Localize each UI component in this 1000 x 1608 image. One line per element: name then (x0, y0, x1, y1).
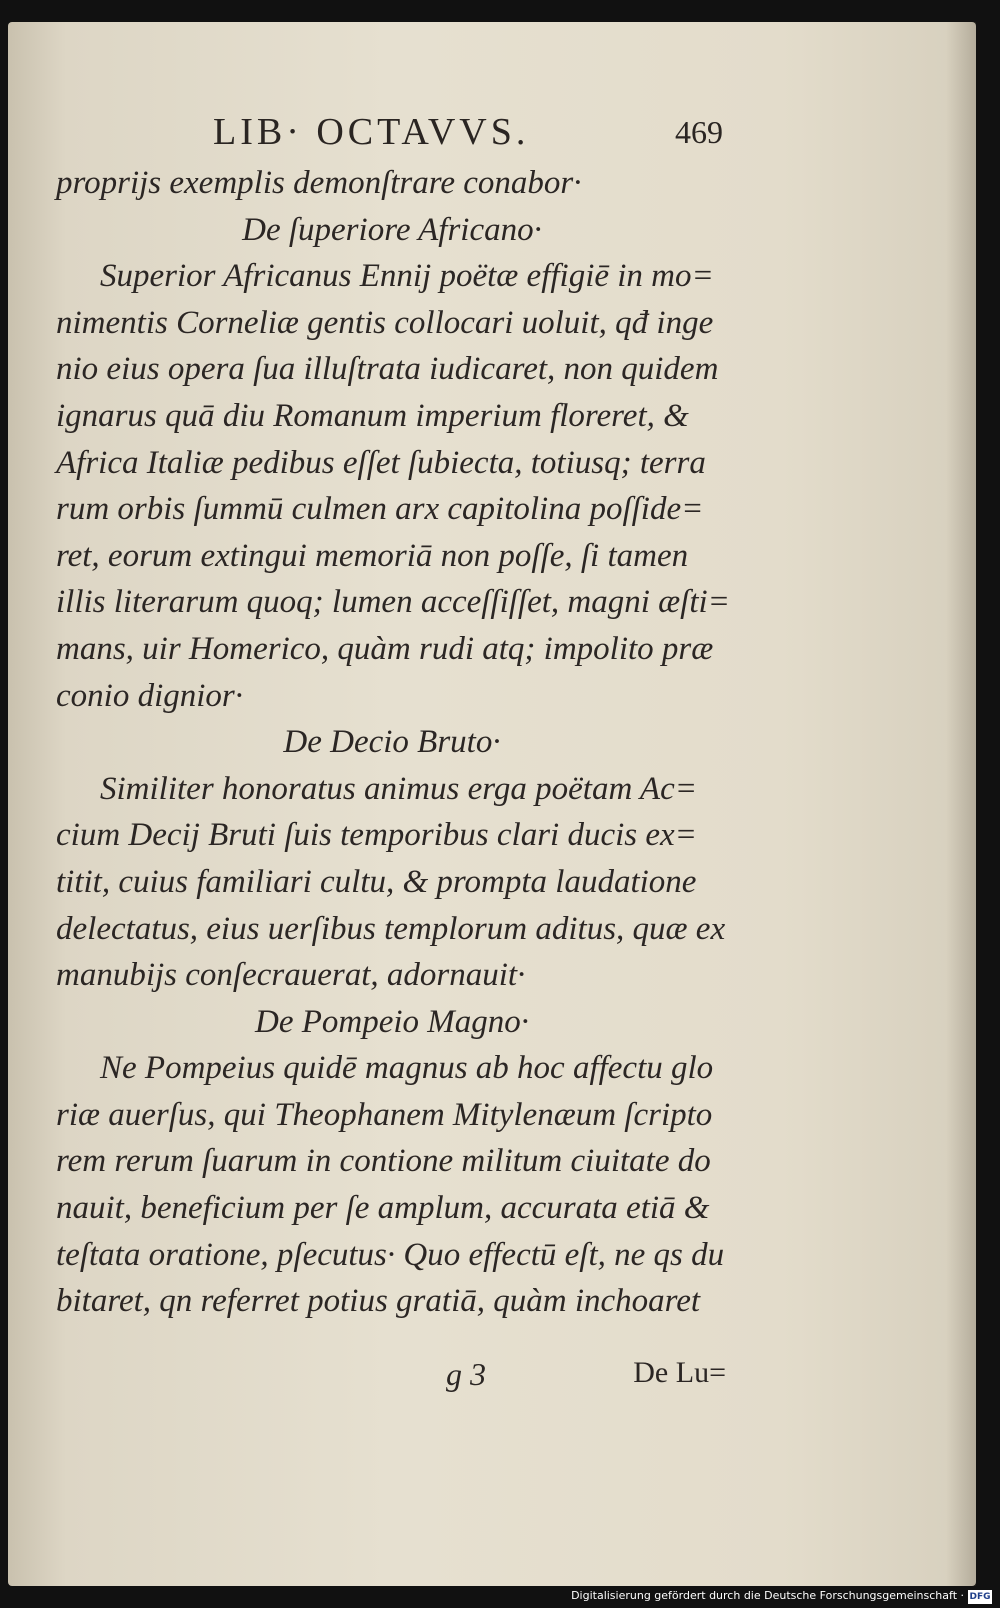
text-line: riæ auerſus, qui Theophanem Mitylenæum ſcripto (56, 1096, 713, 1133)
text-line: rem rerum ſuarum in contione militum ciuitate do (56, 1143, 711, 1180)
text-line: mans, uir Homerico, quàm rudi atq; impolito præ (56, 630, 714, 667)
text-line: delectatus, eius uerſibus templorum aditus, quæ ex (56, 910, 726, 947)
text-line: nimentis Corneliæ gentis collocari uoluit, qđ inge (56, 304, 714, 341)
section-heading: De ſuperiore Africano· (242, 211, 542, 248)
text-line: ignarus quā diu Romanum imperium floreret, & (56, 397, 689, 434)
page-header (213, 110, 723, 160)
text-line: illis literarum quoq; lumen acceſſiſſet, magni æſti= (56, 584, 730, 621)
signature-mark: g 3 (446, 1356, 486, 1392)
text-line: manubijs conſecrauerat, adornauit· (56, 957, 526, 994)
text-line: rum orbis ſummū culmen arx capitolina poſſide= (56, 491, 704, 528)
page-shadow (946, 22, 976, 1586)
text-line: nauit, beneficium per ſe amplum, accurata etiā & (56, 1190, 710, 1227)
digitization-credit: Digitalisierung gefördert durch die Deutsche Forschungsgemeinschaft · (571, 1589, 964, 1602)
text-line: proprijs exemplis demonſtrare conabor· (56, 165, 582, 201)
text-line: Similiter honoratus animus erga poëtam Ac= (100, 770, 697, 807)
text-line: cium Decij Bruti ſuis temporibus clari ducis ex= (56, 817, 697, 854)
text-line: Superior Africanus Ennij poëtæ effigiē in mo= (100, 258, 714, 295)
dfg-logo: DFG (969, 1592, 991, 1602)
text-line: ret, eorum extingui memoriā non poſſe, ſi tamen (56, 537, 689, 574)
body-text (56, 160, 728, 1325)
section-heading: De Pompeio Magno· (254, 1003, 530, 1040)
catchword: De Lu= (633, 1356, 726, 1389)
book-page (8, 22, 976, 1586)
text-line: teſtata oratione, pſecutus· Quo effectū eſt, ne qs du (56, 1236, 725, 1273)
text-line: Ne Pompeius quidē magnus ab hoc affectu glo (100, 1050, 714, 1087)
text-line: conio dignior· (56, 677, 243, 714)
running-head: LIB· OCTAVVS. (213, 111, 530, 153)
page-number: 469 (675, 114, 723, 150)
section-heading: De Decio Bruto· (283, 724, 501, 761)
text-line: Africa Italiæ pedibus eſſet ſubiecta, totiusq; terra (56, 444, 706, 481)
text-line: bitaret, qn referret potius gratiā, quàm inchoaret (56, 1283, 701, 1320)
text-line: nio eius opera ſua illuſtrata iudicaret, non quidem (56, 351, 719, 388)
page-footer (438, 1356, 728, 1400)
text-line: titit, cuius familiari cultu, & prompta laudatione (56, 863, 697, 900)
